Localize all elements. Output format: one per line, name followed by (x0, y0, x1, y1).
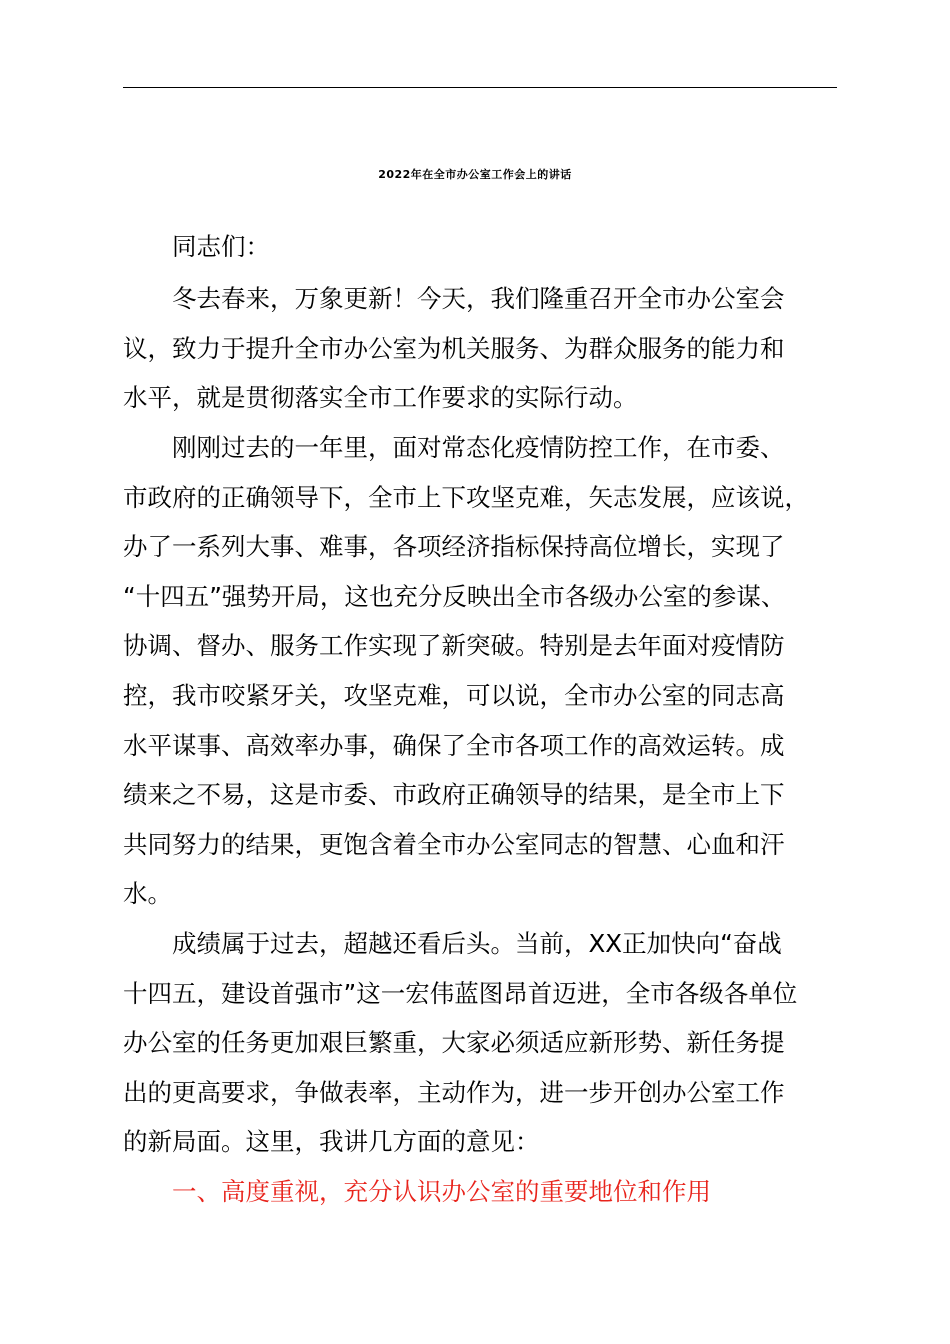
paragraph-2-line-2: 市政府的正确领导下，全市上下攻坚克难，矢志发展，应该说， (123, 483, 809, 512)
paragraph-2-line-5: 协调、督办、服务工作实现了新突破。特别是去年面对疫情防 (123, 631, 785, 660)
paragraph-2-line-10: 水。 (123, 879, 172, 908)
paragraph-3-line-3: 办公室的任务更加艰巨繁重，大家必须适应新形势、新任务提 (123, 1028, 785, 1057)
header-rule (123, 87, 837, 88)
paragraph-2-line-9: 共同努力的结果，更饱含着全市办公室同志的智慧、心血和汗 (123, 830, 785, 859)
paragraph-1-line-2: 议，致力于提升全市办公室为机关服务、为群众服务的能力和 (123, 334, 785, 363)
salutation: 同志们： (172, 232, 270, 261)
paragraph-2-line-1: 刚刚过去的一年里，面对常态化疫情防控工作，在市委、 (172, 433, 785, 462)
document-title: 2022年在全市办公室工作会上的讲话 (378, 168, 572, 181)
paragraph-3-line-1: 成绩属于过去，超越还看后头。当前，XX正加快向“奋战 (172, 929, 782, 958)
paragraph-3-line-4: 出的更高要求，争做表率，主动作为，进一步开创办公室工作 (123, 1078, 785, 1107)
paragraph-2-line-4: “十四五”强势开局，这也充分反映出全市各级办公室的参谋、 (123, 582, 786, 611)
paragraph-2-line-8: 绩来之不易，这是市委、市政府正确领导的结果，是全市上下 (123, 780, 785, 809)
paragraph-1-line-1: 冬去春来，万象更新！今天，我们隆重召开全市办公室会 (172, 284, 785, 313)
paragraph-2-line-3: 办了一系列大事、难事，各项经济指标保持高位增长，实现了 (123, 532, 785, 561)
section-heading: 一、高度重视，充分认识办公室的重要地位和作用 (172, 1177, 711, 1206)
paragraph-2-line-7: 水平谋事、高效率办事，确保了全市各项工作的高效运转。成 (123, 731, 785, 760)
paragraph-1-line-3: 水平，就是贯彻落实全市工作要求的实际行动。 (123, 383, 638, 412)
paragraph-3-line-5: 的新局面。这里，我讲几方面的意见： (123, 1127, 540, 1156)
paragraph-2-line-6: 控，我市咬紧牙关，攻坚克难，可以说，全市办公室的同志高 (123, 681, 785, 710)
paragraph-3-line-2: 十四五，建设首强市”这一宏伟蓝图昂首迈进，全市各级各单位 (123, 979, 798, 1008)
